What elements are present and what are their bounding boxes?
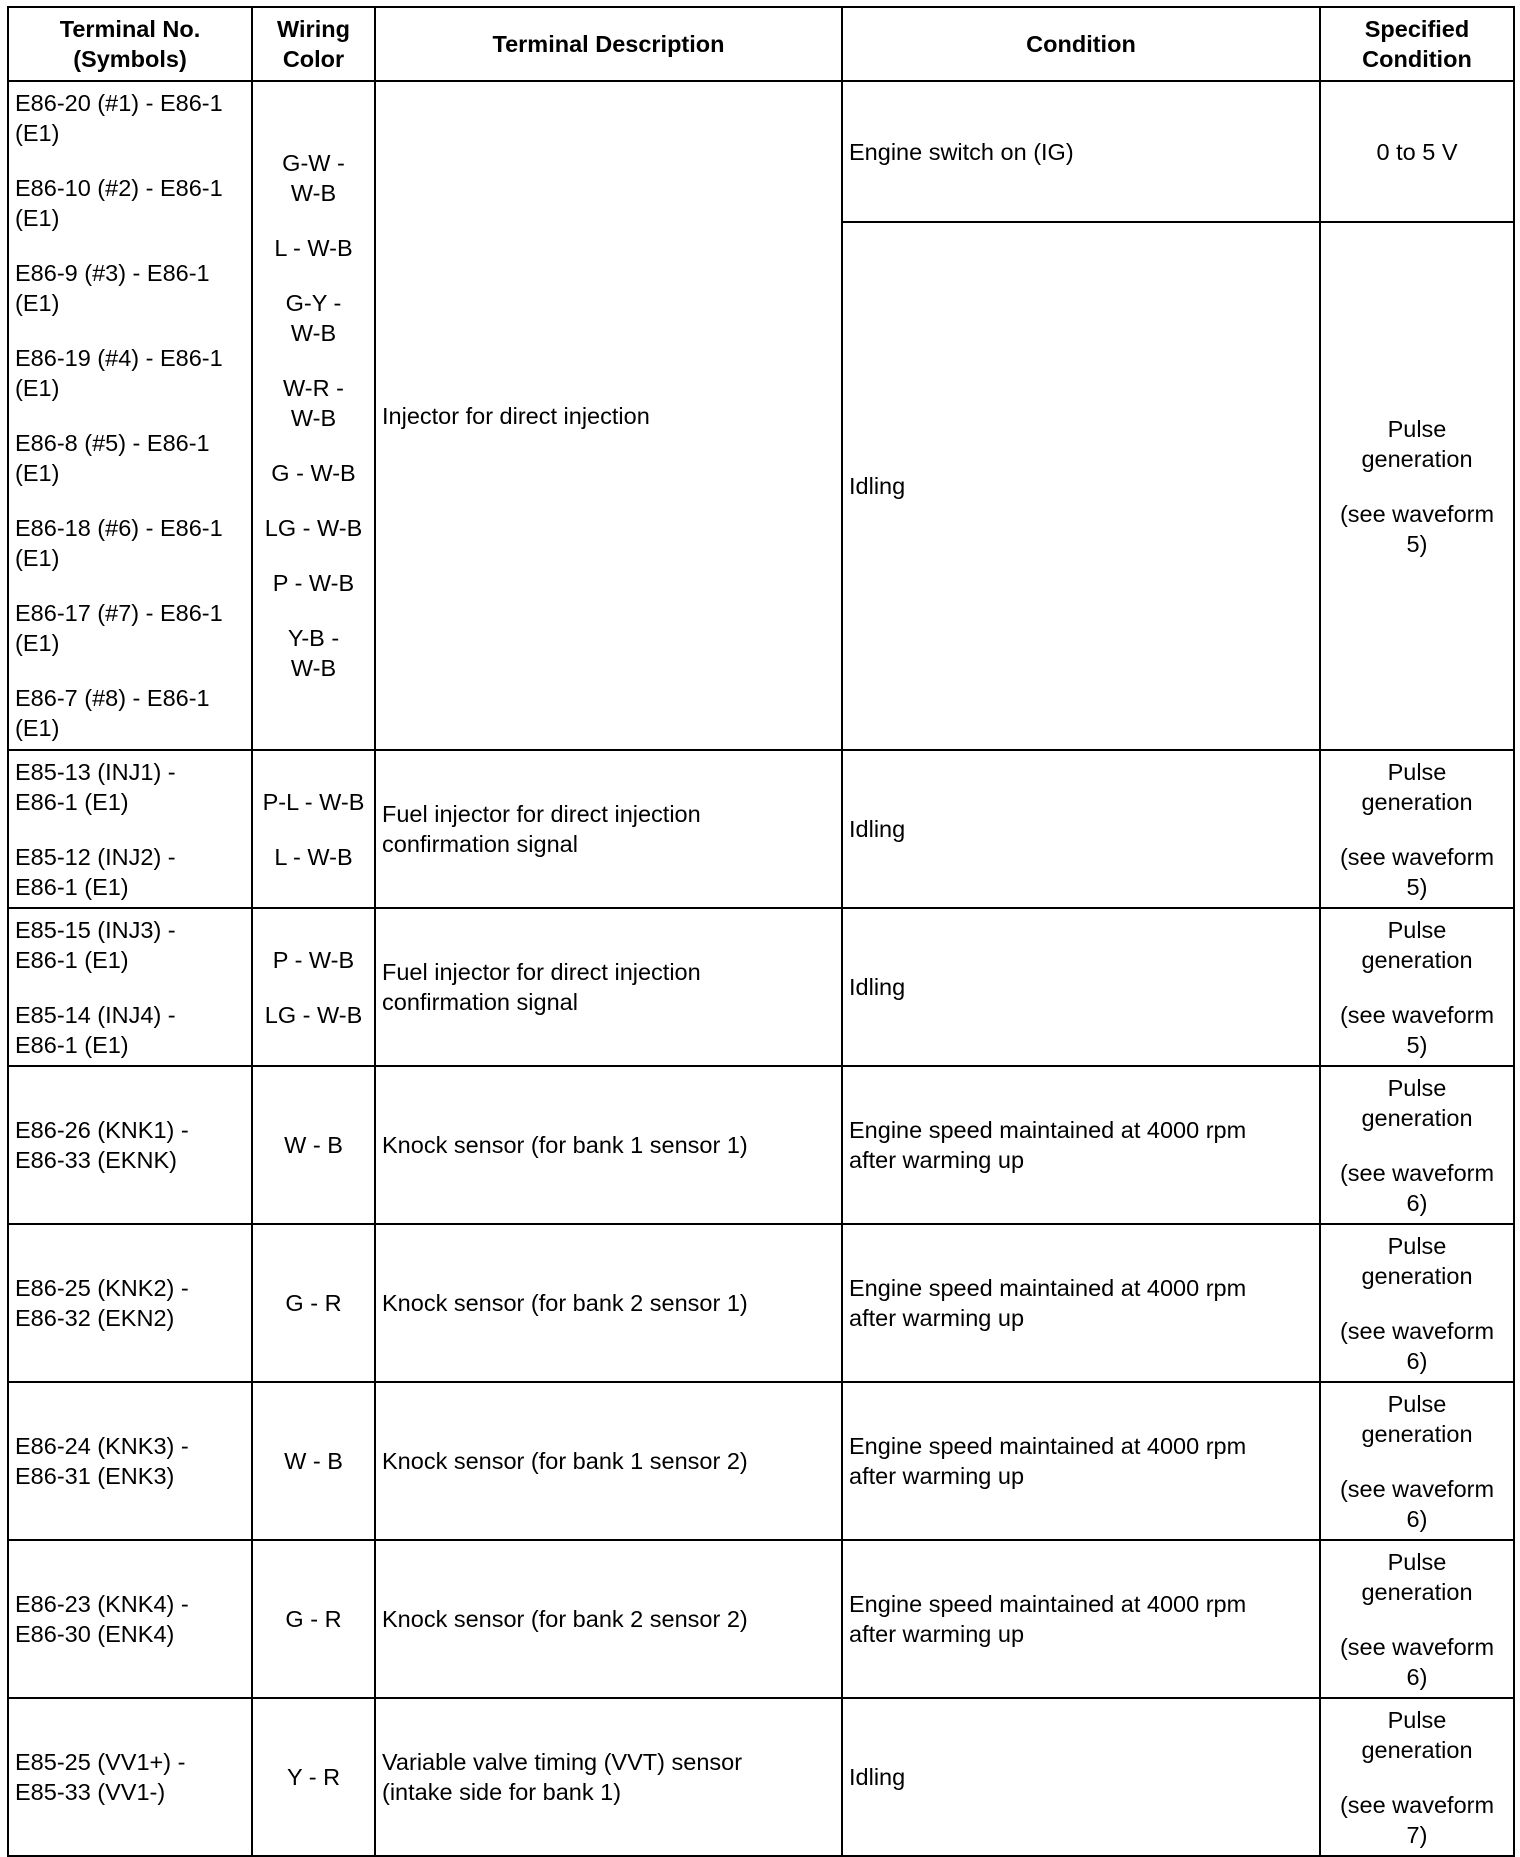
table-row [8, 1382, 1514, 1540]
wiring-color: Y - R [252, 1698, 375, 1856]
terminal-description: Knock sensor (for bank 1 sensor 1) [375, 1066, 842, 1224]
wiring-color: W - B [252, 1066, 375, 1224]
header-condition: Condition [842, 7, 1320, 81]
terminal-pair: E86-19 (#4) - E86-1 (E1) [15, 345, 223, 401]
terminal-cell [8, 81, 252, 750]
header-terminal: Terminal No. (Symbols) [8, 7, 252, 81]
wiring-color: L - W-B [274, 843, 353, 870]
condition: Engine speed maintained at 4000 rpm after warming up [842, 1066, 1320, 1224]
terminal-spec-table [7, 6, 1515, 1857]
terminal-pair: E86-25 (KNK2) - E86-32 (EKN2) [8, 1224, 252, 1382]
condition: Idling [842, 222, 1320, 750]
terminal-pair: E86-17 (#7) - E86-1 (E1) [15, 600, 223, 656]
terminal-description: Injector for direct injection [375, 81, 842, 750]
terminal-pair: E86-23 (KNK4) - E86-30 (ENK4) [8, 1540, 252, 1698]
spec-line: (see waveform 5) [1339, 500, 1495, 557]
wiring-color: P - W-B [272, 570, 355, 596]
wiring-color: G-W - W-B [282, 150, 345, 206]
table-row [8, 81, 1514, 222]
condition: Engine speed maintained at 4000 rpm after warming up [842, 1224, 1320, 1382]
wiring-color: Y-B - W-B [287, 625, 340, 681]
specified-condition [1320, 1540, 1514, 1698]
spec-line: Pulse generation [1361, 1706, 1473, 1763]
condition: Idling [842, 750, 1320, 908]
table-row [8, 1540, 1514, 1698]
terminal-description: Variable valve timing (VVT) sensor (intake side for bank 1) [375, 1698, 842, 1856]
spec-line: (see waveform 5) [1339, 843, 1495, 900]
spec-line: Pulse generation [1361, 415, 1473, 472]
terminal-description: Fuel injector for direct injection confirmation signal [375, 750, 842, 908]
spec-line: Pulse generation [1361, 1074, 1473, 1131]
terminal-pair: E86-9 (#3) - E86-1 (E1) [15, 260, 210, 316]
header-specified-condition: Specified Condition [1320, 7, 1514, 81]
wiring-color: P - W-B [272, 946, 355, 973]
wiring-color-cell [252, 81, 375, 750]
terminal-pair: E86-8 (#5) - E86-1 (E1) [15, 430, 210, 486]
wiring-color: G - R [252, 1540, 375, 1698]
condition: Idling [842, 908, 1320, 1066]
specified-condition [1320, 1382, 1514, 1540]
spec-line: (see waveform 6) [1339, 1633, 1495, 1690]
spec-line: Pulse generation [1361, 1548, 1473, 1605]
spec-line: (see waveform 6) [1339, 1475, 1495, 1532]
terminal-pair: E86-10 (#2) - E86-1 (E1) [15, 175, 223, 231]
terminal-pair: E86-7 (#8) - E86-1 (E1) [15, 685, 210, 741]
header-terminal-description: Terminal Description [375, 7, 842, 81]
terminal-pair: E85-25 (VV1+) - E85-33 (VV1-) [8, 1698, 252, 1856]
terminal-pair: E86-20 (#1) - E86-1 (E1) [15, 90, 223, 146]
wiring-color: P-L - W-B [262, 788, 365, 815]
terminal-pair: E86-18 (#6) - E86-1 (E1) [15, 515, 223, 571]
spec-line: Pulse generation [1361, 1232, 1473, 1289]
table-row [8, 1698, 1514, 1856]
specified-condition [1320, 222, 1514, 750]
table-row [8, 908, 1514, 1066]
terminal-description: Knock sensor (for bank 2 sensor 2) [375, 1540, 842, 1698]
condition: Engine speed maintained at 4000 rpm after warming up [842, 1540, 1320, 1698]
terminal-cell [8, 750, 252, 908]
wiring-color: G - R [252, 1224, 375, 1382]
wiring-color: G-Y - W-B [285, 290, 342, 346]
spec-line: Pulse generation [1361, 916, 1473, 973]
wiring-color: G - W-B [271, 460, 356, 486]
terminal-pair: E85-15 (INJ3) - E86-1 (E1) [15, 916, 176, 973]
header-row [8, 7, 1514, 81]
spec-line: (see waveform 5) [1339, 1001, 1495, 1058]
terminal-cell [8, 908, 252, 1066]
terminal-description: Knock sensor (for bank 2 sensor 1) [375, 1224, 842, 1382]
condition: Engine speed maintained at 4000 rpm after warming up [842, 1382, 1320, 1540]
wiring-color: W - B [252, 1382, 375, 1540]
wiring-color: L - W-B [274, 235, 353, 261]
terminal-description: Fuel injector for direct injection confirmation signal [375, 908, 842, 1066]
terminal-pair: E86-26 (KNK1) - E86-33 (EKNK) [8, 1066, 252, 1224]
wiring-color-cell [252, 750, 375, 908]
wiring-color: W-R - W-B [283, 375, 344, 431]
spec-line: (see waveform 6) [1339, 1317, 1495, 1374]
specified-condition: 0 to 5 V [1320, 81, 1514, 222]
table-row [8, 1066, 1514, 1224]
spec-line: (see waveform 6) [1339, 1159, 1495, 1216]
table-row [8, 1224, 1514, 1382]
specified-condition [1320, 1224, 1514, 1382]
header-wiring-color: Wiring Color [252, 7, 375, 81]
condition: Idling [842, 1698, 1320, 1856]
spec-line: Pulse generation [1361, 1390, 1473, 1447]
specified-condition [1320, 750, 1514, 908]
specified-condition [1320, 1698, 1514, 1856]
terminal-pair: E85-14 (INJ4) - E86-1 (E1) [15, 1001, 176, 1058]
specified-condition [1320, 908, 1514, 1066]
specified-condition [1320, 1066, 1514, 1224]
table-row [8, 750, 1514, 908]
condition: Engine switch on (IG) [842, 81, 1320, 222]
wiring-color: LG - W-B [264, 1001, 363, 1028]
terminal-pair: E86-24 (KNK3) - E86-31 (ENK3) [8, 1382, 252, 1540]
terminal-pair: E85-12 (INJ2) - E86-1 (E1) [15, 843, 176, 900]
spec-line: Pulse generation [1361, 758, 1473, 815]
terminal-description: Knock sensor (for bank 1 sensor 2) [375, 1382, 842, 1540]
spec-line: (see waveform 7) [1339, 1791, 1495, 1848]
terminal-pair: E85-13 (INJ1) - E86-1 (E1) [15, 758, 176, 815]
wiring-color-cell [252, 908, 375, 1066]
wiring-color: LG - W-B [264, 515, 363, 541]
